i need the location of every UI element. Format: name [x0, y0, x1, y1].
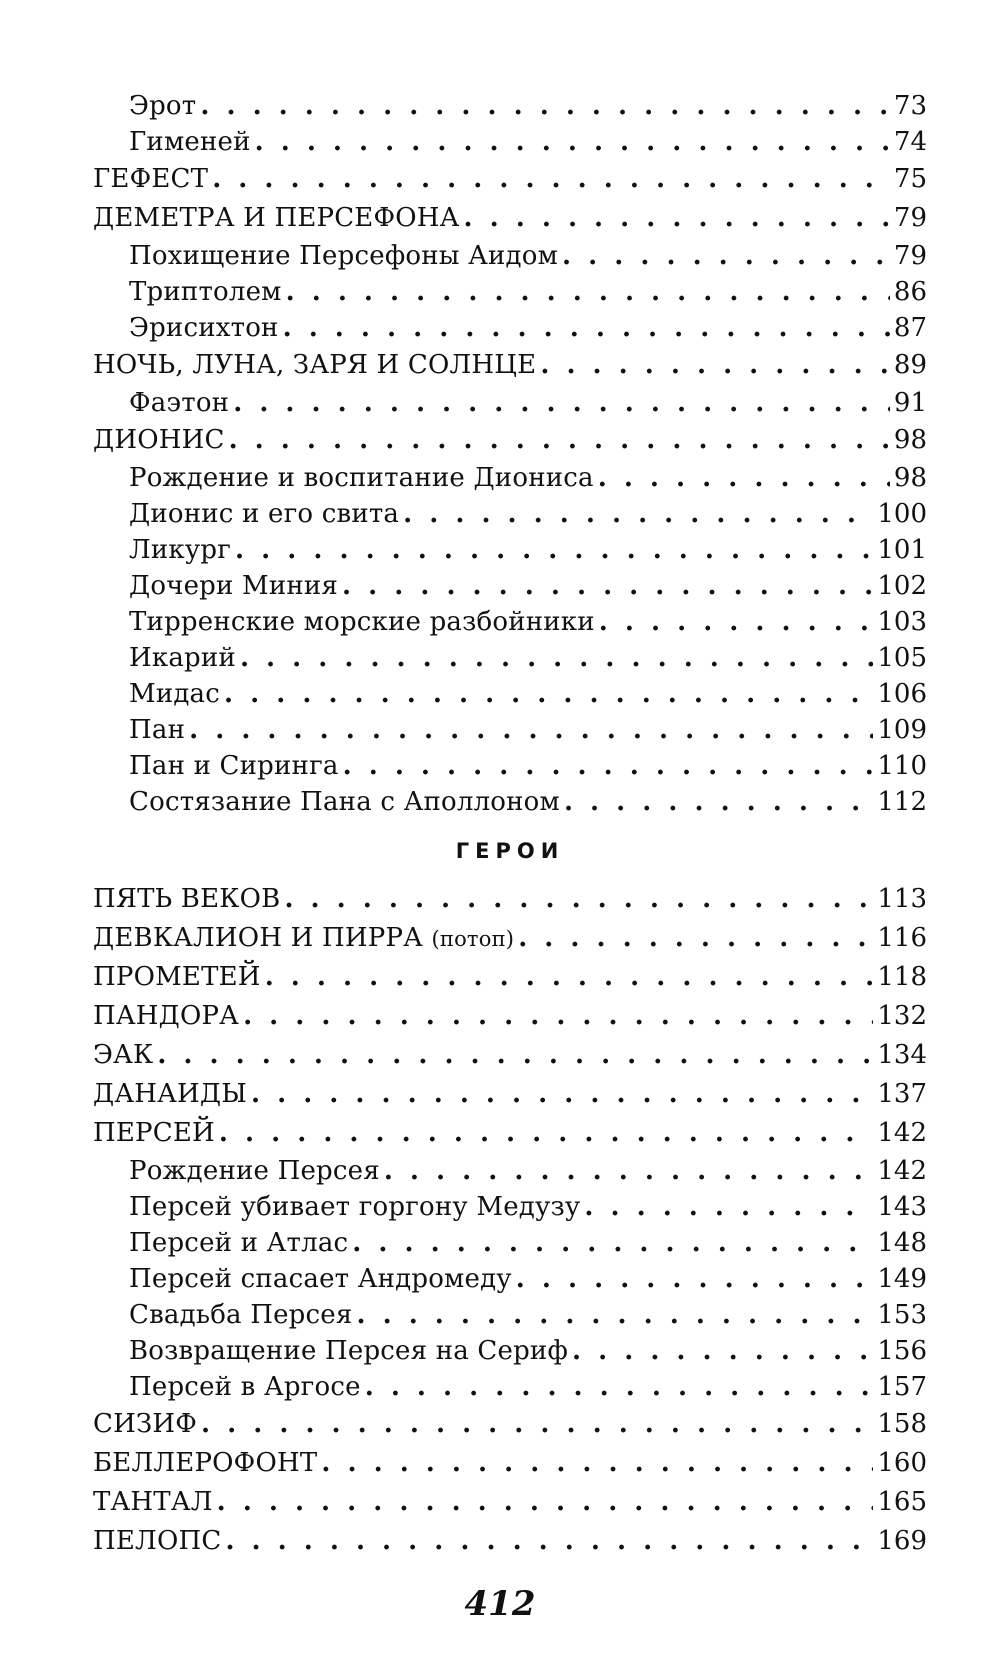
toc-entry-label: Пан и Сиринга — [129, 751, 339, 781]
toc-entry-page: 169 — [877, 1526, 927, 1556]
toc-entry — [93, 421, 927, 460]
toc-entry-page: 89 — [893, 350, 927, 380]
toc-entry-label: Пан — [129, 715, 186, 745]
dot-leader — [224, 676, 873, 712]
toc-entry-page: 134 — [877, 1040, 927, 1070]
toc-entry — [93, 1333, 927, 1369]
toc-entry-label: Тирренские морские разбойники — [129, 607, 595, 637]
toc-entry — [93, 1189, 927, 1225]
toc-group-gods — [93, 88, 927, 820]
toc-entry-title — [93, 1405, 197, 1444]
toc-entry-title — [129, 748, 339, 784]
toc-entry-title — [93, 880, 280, 919]
toc-entry-title — [93, 199, 460, 238]
dot-leader — [352, 1225, 873, 1261]
toc-entry-page: 87 — [893, 313, 927, 343]
toc-entry — [93, 676, 927, 712]
toc-entry — [93, 640, 927, 676]
toc-entry-label: Персей и Атлас — [129, 1228, 349, 1258]
toc-entry-page: 101 — [877, 535, 927, 565]
toc-entry-page: 143 — [877, 1192, 927, 1222]
toc-entry-page: 113 — [877, 884, 927, 914]
toc-entry — [93, 1036, 927, 1075]
toc-entry — [93, 880, 927, 919]
toc-entry-label: ПРОМЕТЕЙ — [93, 962, 261, 992]
toc-entry — [93, 1483, 927, 1522]
dot-leader — [321, 1444, 873, 1483]
toc-entry — [93, 604, 927, 640]
dot-leader — [584, 1189, 873, 1225]
toc-entry-page: 75 — [893, 164, 927, 194]
toc-entry-page: 100 — [877, 499, 927, 529]
toc-entry-label: ПЯТЬ ВЕКОВ — [93, 884, 281, 914]
toc-entry-page: 156 — [877, 1336, 927, 1366]
toc-entry-label: Дочери Миния — [129, 571, 339, 601]
toc-entry — [93, 568, 927, 604]
toc-entry-label: Ликург — [129, 535, 232, 565]
dot-leader — [464, 199, 890, 238]
dot-leader — [356, 1297, 873, 1333]
toc-entry-page: 91 — [893, 388, 927, 418]
dot-leader — [572, 1333, 873, 1369]
toc-entry-page: 98 — [893, 425, 927, 455]
toc-entry-label: Персей спасает Андромеду — [129, 1264, 512, 1294]
toc-entry-label: Триптолем — [129, 277, 282, 307]
toc-entry — [93, 1444, 927, 1483]
toc-entry-page: 109 — [877, 715, 927, 745]
toc-entry-label: Рождение и воспитание Диониса — [129, 463, 594, 493]
dot-leader — [283, 310, 890, 346]
dot-leader — [189, 712, 873, 748]
toc-entry — [93, 274, 927, 310]
toc-entry-title — [129, 640, 236, 676]
toc-entry-page: 103 — [877, 607, 927, 637]
toc-entry-page: 73 — [893, 91, 927, 121]
toc-entry-title — [129, 385, 229, 421]
toc-entry-title — [129, 124, 251, 160]
toc-entry-title — [93, 1522, 221, 1561]
toc-entry — [93, 1297, 927, 1333]
dot-leader — [217, 1483, 874, 1522]
toc-entry-page: 137 — [877, 1079, 927, 1109]
dot-leader — [157, 1036, 873, 1075]
dot-leader — [235, 532, 873, 568]
toc-entry-title — [93, 421, 225, 460]
toc-entry-title — [93, 1075, 247, 1114]
toc-entry-note: (потоп) — [431, 927, 515, 951]
toc-entry-label: Икарий — [129, 643, 236, 673]
toc-entry-title — [129, 496, 399, 532]
toc-entry — [93, 1261, 927, 1297]
dot-leader — [403, 496, 873, 532]
toc-entry-page: 149 — [877, 1264, 927, 1294]
toc-entry-label: ГЕФЕСТ — [93, 164, 209, 194]
toc-entry-title — [129, 604, 595, 640]
toc-entry — [93, 199, 927, 238]
toc-entry — [93, 1369, 927, 1405]
toc-entry-label: Мидас — [129, 679, 221, 709]
toc-entry-page: 116 — [877, 923, 927, 953]
toc-entry-page: 112 — [877, 787, 927, 817]
toc-entry-title — [129, 532, 231, 568]
toc-entry-page: 148 — [877, 1228, 927, 1258]
toc-entry-label: Дионис и его свита — [129, 499, 400, 529]
section-title: ГЕРОИ — [455, 839, 565, 863]
toc-entry-label: ДЕМЕТРА И ПЕРСЕФОНА — [93, 203, 460, 233]
dot-leader — [342, 568, 873, 604]
toc-entry-title — [129, 784, 560, 820]
toc-entry-label: БЕЛЛЕРОФОНТ — [93, 1448, 318, 1478]
toc-entry — [93, 385, 927, 421]
toc-entry-label: ДИОНИС — [93, 425, 225, 455]
toc-entry-title — [129, 238, 558, 274]
dot-leader — [540, 346, 890, 385]
dot-leader — [201, 1405, 873, 1444]
toc-entry — [93, 310, 927, 346]
toc-entry-label: Возвращение Персея на Сериф — [129, 1336, 569, 1366]
toc-entry-title — [93, 1483, 213, 1522]
toc-entry-title — [129, 274, 282, 310]
toc-entry-title — [129, 460, 594, 496]
dot-leader — [598, 460, 890, 496]
dot-leader — [518, 919, 873, 958]
dot-leader — [240, 640, 873, 676]
toc-entry-label: ДАНАИДЫ — [93, 1079, 247, 1109]
toc-entry-page: 105 — [877, 643, 927, 673]
dot-leader — [343, 748, 874, 784]
toc-entry-label: Гименей — [129, 127, 251, 157]
toc-entry-page: 110 — [877, 751, 927, 781]
toc-entry-label: НОЧЬ, ЛУНА, ЗАРЯ И СОЛНЦЕ — [93, 350, 537, 380]
toc-entry — [93, 460, 927, 496]
toc-entry-title — [129, 568, 338, 604]
toc-entry-label: Состязание Пана с Аполлоном — [129, 787, 560, 817]
dot-leader — [251, 1075, 873, 1114]
toc-entry-title — [93, 919, 514, 959]
toc-entry-label: Свадьба Персея — [129, 1300, 353, 1330]
toc-entry-title — [129, 310, 279, 346]
toc-entry-label: Похищение Персефоны Аидом — [129, 241, 559, 271]
toc-entry — [93, 238, 927, 274]
toc-entry-title — [129, 1333, 568, 1369]
toc-entry-page: 142 — [877, 1118, 927, 1148]
toc-entry-title — [129, 676, 220, 712]
toc-entry — [93, 1153, 927, 1189]
toc-entry-title — [93, 1444, 317, 1483]
toc-entry — [93, 958, 927, 997]
toc-entry-label: ЭАК — [93, 1040, 154, 1070]
toc-entry-page: 153 — [877, 1300, 927, 1330]
toc-entry-label: Эрот — [129, 91, 197, 121]
dot-leader — [365, 1369, 874, 1405]
toc-entry-page: 74 — [893, 127, 927, 157]
toc-entry-title — [129, 1225, 348, 1261]
toc-entry — [93, 346, 927, 385]
toc-entry-page: 160 — [877, 1448, 927, 1478]
toc-entry — [93, 1225, 927, 1261]
toc-entry — [93, 124, 927, 160]
toc-entry-title — [129, 1189, 580, 1225]
toc-entry-page: 79 — [893, 241, 927, 271]
dot-leader — [384, 1153, 874, 1189]
toc-entry — [93, 997, 927, 1036]
toc-entry-title — [129, 1153, 380, 1189]
toc-entry-page: 142 — [877, 1156, 927, 1186]
toc-entry-page: 106 — [877, 679, 927, 709]
toc-entry-title — [93, 997, 239, 1036]
toc-entry — [93, 748, 927, 784]
toc-entry-label: ПЕЛОПС — [93, 1526, 222, 1556]
dot-leader — [265, 958, 874, 997]
toc-entry-label: Персей убивает горгону Медузу — [129, 1192, 581, 1222]
toc-entry — [93, 1405, 927, 1444]
toc-entry-label: ТАНТАЛ — [93, 1487, 213, 1517]
toc-entry-title — [93, 1036, 153, 1075]
dot-leader — [255, 124, 890, 160]
toc-entry-page: 165 — [877, 1487, 927, 1517]
toc-entry-title — [93, 958, 261, 997]
dot-leader — [599, 604, 874, 640]
toc-entry — [93, 88, 927, 124]
page-number: 412 — [464, 1584, 536, 1624]
toc-entry-title — [93, 346, 536, 385]
toc-entry-page: 79 — [893, 203, 927, 233]
dot-leader — [219, 1114, 873, 1153]
toc-entry-label: Фаэтон — [129, 388, 230, 418]
dot-leader — [212, 160, 890, 199]
dot-leader — [562, 238, 890, 274]
toc-entry — [93, 784, 927, 820]
toc-entry — [93, 160, 927, 199]
toc-entry-label: ПАНДОРА — [93, 1001, 240, 1031]
toc-entry — [93, 1522, 927, 1561]
toc-entry-page: 102 — [877, 571, 927, 601]
dot-leader — [284, 880, 873, 919]
toc-entry-label: Персей в Аргосе — [129, 1372, 361, 1402]
dot-leader — [516, 1261, 874, 1297]
toc-entry-label: ДЕВКАЛИОН И ПИРРА — [93, 923, 424, 953]
table-of-contents — [93, 88, 927, 1561]
dot-leader — [233, 385, 890, 421]
dot-leader — [229, 421, 890, 460]
toc-entry-title — [129, 1261, 512, 1297]
toc-entry-label: ПЕРСЕЙ — [93, 1118, 215, 1148]
toc-entry-title — [93, 1114, 215, 1153]
toc-entry-title — [129, 1297, 352, 1333]
dot-leader — [225, 1522, 873, 1561]
toc-entry-page: 98 — [893, 463, 927, 493]
toc-entry-page: 132 — [877, 1001, 927, 1031]
toc-entry — [93, 1075, 927, 1114]
dot-leader — [564, 784, 873, 820]
toc-entry-title — [93, 160, 208, 199]
toc-entry — [93, 496, 927, 532]
dot-leader — [200, 88, 890, 124]
dot-leader — [243, 997, 873, 1036]
toc-entry-label: Рождение Персея — [129, 1156, 380, 1186]
toc-entry-page: 86 — [893, 277, 927, 307]
toc-entry-title — [129, 1369, 361, 1405]
toc-group-heroes — [93, 880, 927, 1561]
toc-entry-title — [129, 712, 185, 748]
toc-entry — [93, 712, 927, 748]
toc-entry-page: 118 — [877, 962, 927, 992]
dot-leader — [286, 274, 890, 310]
toc-entry-label: СИЗИФ — [93, 1409, 198, 1439]
toc-entry — [93, 1114, 927, 1153]
toc-entry — [93, 919, 927, 958]
toc-entry-page: 157 — [877, 1372, 927, 1402]
toc-entry-title — [129, 88, 196, 124]
toc-entry-page: 158 — [877, 1409, 927, 1439]
toc-entry — [93, 532, 927, 568]
toc-entry-label: Эрисихтон — [129, 313, 279, 343]
